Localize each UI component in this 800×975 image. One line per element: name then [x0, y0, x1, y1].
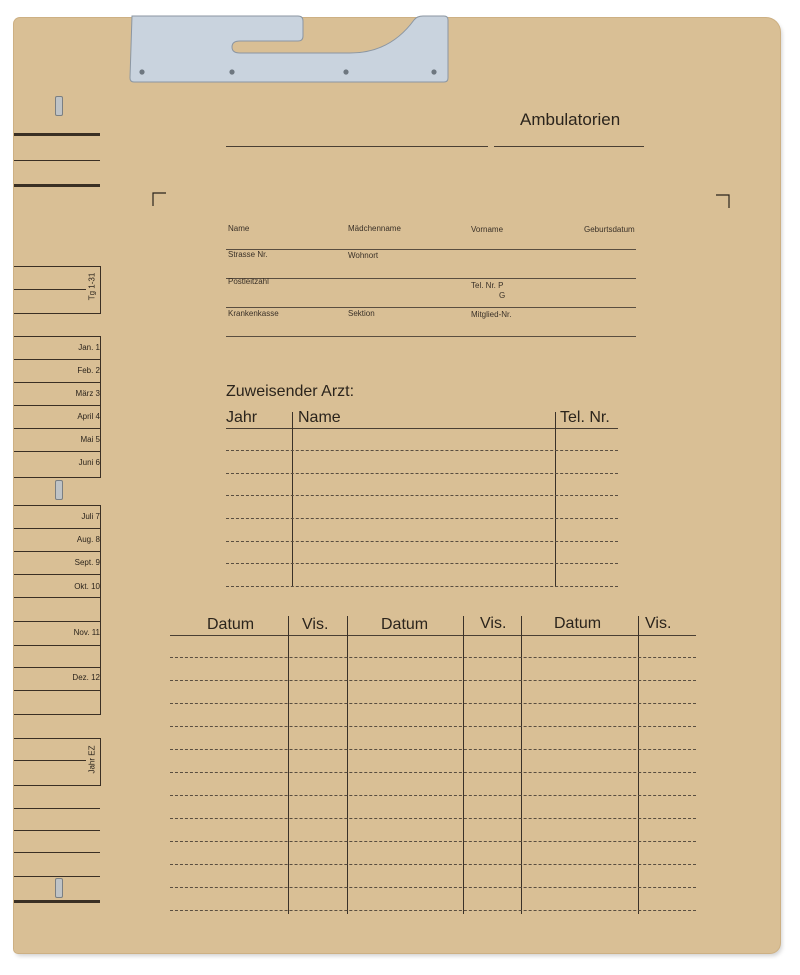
visits-col-vis-2: Vis.: [480, 615, 507, 632]
field-member-number: Mitglied-Nr.: [471, 310, 512, 319]
referring-row-line: [226, 541, 618, 542]
sidebar-month-rule: [14, 621, 100, 622]
sidebar-month-12[interactable]: Dez. 12: [72, 673, 100, 682]
sidebar-month-3[interactable]: März 3: [75, 389, 100, 398]
sidebar-month-rule: [14, 574, 100, 575]
sidebar-month-rule: [14, 359, 100, 360]
visits-col-vis-3: Vis.: [645, 615, 672, 632]
field-name: Name: [228, 224, 250, 233]
visits-divider-2: [347, 616, 348, 914]
referring-divider-1: [292, 412, 293, 587]
visits-col-date-3: Datum: [554, 615, 602, 632]
sidebar-month-7[interactable]: Juli 7: [81, 512, 100, 521]
field-maiden-name: Mädchenname: [348, 224, 401, 233]
field-first-name: Vorname: [471, 225, 504, 234]
visit-row-line: [170, 887, 696, 888]
sidebar-month-rule: [14, 428, 100, 429]
folder-cover: [14, 18, 780, 953]
visit-row-line: [170, 680, 696, 681]
visits-col-date-2: Datum: [381, 616, 429, 633]
visit-row-line: [170, 703, 696, 704]
field-insurance: Krankenkasse: [228, 309, 279, 318]
title-underline-left: [226, 146, 488, 147]
rivet-bottom: [55, 878, 63, 898]
sidebar-month-rule: [14, 667, 100, 668]
sidebar-month-11[interactable]: Nov. 11: [73, 628, 100, 637]
page-title: Ambulatorien: [520, 110, 621, 129]
sidebar-bar-3: [14, 900, 100, 903]
visit-row-line: [170, 910, 696, 911]
field-line-3: [226, 307, 636, 308]
sidebar-bar-2: [14, 184, 100, 187]
sidebar-line-1: [14, 160, 100, 161]
sidebar-month-rule: [14, 451, 100, 452]
sidebar-day-range-mid: [14, 289, 86, 290]
field-phone-business: G: [499, 291, 506, 300]
field-section: Sektion: [348, 309, 375, 318]
sidebar-line-2: [14, 808, 100, 809]
referring-row-line: [226, 563, 618, 564]
sidebar-month-rule: [14, 528, 100, 529]
visit-row-line: [170, 749, 696, 750]
sidebar-month-rule: [14, 645, 100, 646]
sidebar-months-box-1: [14, 336, 101, 478]
field-birth-date: Geburtsdatum: [584, 225, 635, 234]
sidebar-month-9[interactable]: Sept. 9: [74, 558, 100, 567]
visits-divider-1: [288, 616, 289, 914]
referring-row-line: [226, 450, 618, 451]
sidebar-month-rule: [14, 597, 100, 598]
field-line-1: [226, 249, 636, 250]
visit-row-line: [170, 657, 696, 658]
referring-col-year: Jahr: [226, 409, 258, 426]
sidebar-day-range-label: Tg 1-31: [87, 272, 97, 301]
referring-header-rule: [226, 428, 618, 429]
visit-row-line: [170, 841, 696, 842]
visit-row-line: [170, 726, 696, 727]
sidebar-year-label: Jahr EZ: [87, 745, 97, 774]
sidebar-month-10[interactable]: Okt. 10: [74, 582, 100, 591]
sidebar-year-mid: [14, 760, 86, 761]
field-postcode: Postleitzahl: [228, 277, 269, 286]
referring-col-name: Name: [298, 409, 341, 426]
referring-row-line: [226, 586, 618, 587]
rivet-middle: [55, 480, 63, 500]
field-city: Wohnort: [348, 251, 379, 260]
sidebar-bar-1: [14, 133, 100, 136]
referring-doctor-heading: Zuweisender Arzt:: [226, 383, 355, 400]
visit-row-line: [170, 864, 696, 865]
sidebar-month-2[interactable]: Feb. 2: [77, 366, 100, 375]
visit-row-line: [170, 772, 696, 773]
sidebar-month-1[interactable]: Jan. 1: [78, 343, 100, 352]
field-street: Strasse Nr.: [228, 250, 268, 259]
visits-col-date-1: Datum: [207, 616, 255, 633]
sidebar-month-rule: [14, 551, 100, 552]
field-line-2: [226, 278, 636, 279]
sidebar-line-3: [14, 830, 100, 831]
referring-col-phone: Tel. Nr.: [560, 409, 610, 426]
visits-divider-5: [638, 616, 639, 914]
visits-divider-4: [521, 616, 522, 914]
visit-row-line: [170, 818, 696, 819]
rivet-top: [55, 96, 63, 116]
sidebar-month-4[interactable]: April 4: [77, 412, 100, 421]
visits-col-vis-1: Vis.: [302, 616, 329, 633]
sidebar-month-rule: [14, 382, 100, 383]
sidebar-month-rule: [14, 405, 100, 406]
referring-divider-2: [555, 412, 556, 587]
referring-row-line: [226, 473, 618, 474]
sidebar-line-4: [14, 852, 100, 853]
sidebar-month-rule: [14, 690, 100, 691]
visits-divider-3: [463, 616, 464, 914]
field-line-4: [226, 336, 636, 337]
visits-header-rule: [170, 635, 696, 636]
title-underline-right: [494, 146, 644, 147]
sidebar-line-5: [14, 876, 100, 877]
sidebar-month-6[interactable]: Juni 6: [78, 458, 100, 467]
field-phone-private: Tel. Nr. P: [471, 281, 504, 290]
metal-clip: [128, 14, 450, 84]
sidebar-month-5[interactable]: Mai 5: [80, 435, 100, 444]
referring-row-line: [226, 518, 618, 519]
referring-row-line: [226, 495, 618, 496]
corner-mark-left: [152, 192, 166, 206]
sidebar-month-8[interactable]: Aug. 8: [76, 535, 100, 544]
visit-row-line: [170, 795, 696, 796]
corner-mark-right: [716, 194, 730, 208]
